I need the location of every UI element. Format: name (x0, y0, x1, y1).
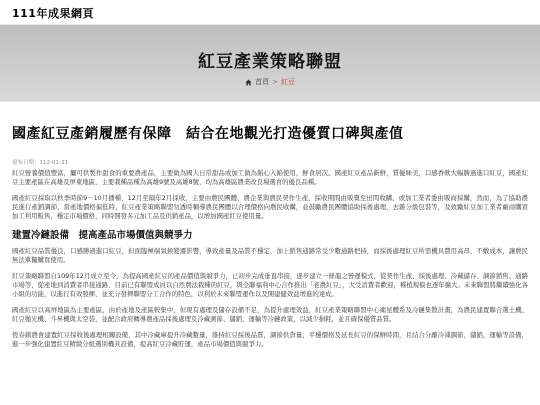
article-paragraph: 國產紅豆品質優良，口感勝過進口紅豆，但面臨極端氣候變遷影響，導致產量及品質不穩定，加上銷售通路常受少數通路把持，而採後處理紅豆所需機具費用高昂，不敷成本，讓農民無法單獨購買使用。 (12, 247, 528, 264)
article-paragraph: 紅豆營養價值豐富，屬可供製作甜食的重要農產品，主要做為國人日常甜品或加工做為餡心入餡使用，鮮食居次。國產紅豆產品新鮮，質優味美，口感香軟大幅勝過進口紅豆，國產紅豆主要產區在高雄及屏東地區，主要栽種品種為高雄9號及高雄8號，均為高雄區農業改良場選育的優良品種。 (12, 169, 528, 186)
home-icon (245, 79, 252, 86)
article-title: 國產紅豆產銷履歷有保障 結合在地觀光打造優質口碑與產值 (12, 126, 404, 142)
section-heading: 建置冷鏈設備 提高產品市場價值與競爭力 (12, 230, 193, 241)
breadcrumb-separator: > (272, 78, 278, 86)
breadcrumb (0, 77, 540, 87)
site-name-link[interactable]: 111年成果網頁 (12, 7, 94, 20)
article-paragraph: 紅豆策略聯盟自109年12月成立至今，為提高國產紅豆的產品價值與競爭力，已初步完成垂直串接，逐步建立一條龍之營運模式，從契作生產、採後處理、冷藏儲存、調節銷售、通路市場等，從產地到消費者串接通路，目前已有聯盟成員以自然農法栽種的紅豆，與全聯福利中心合作推出「老農紅豆」，大受消費者歡迎，種植規模也逐年擴大。未來聯盟將繼續強化各小組的功能，以進行有效發揮、並充分發揮聯盟分工合作的特色，以利於未來聯盟運作以及開建健效益增進的達成。 (12, 272, 528, 298)
page-banner (0, 24, 540, 102)
article (12, 124, 528, 349)
publish-date: 發布日期：112-01-31 (12, 160, 68, 166)
site-header (0, 0, 540, 24)
article-paragraph: 國產紅豆以高屏地區為主要產區，由於產地及產區較集中，但現有處理及儲存設備不足，為提升處理效益，紅豆產業策略聯盟中心衛星體系及冷鏈集散計畫，為農民建置聯合選土機、紅豆拋光機、斗昇機與太空袋，並配合政府轉導農產品採後處理及冷藏測節、儲銷、運輸等冷鏈政策，以減少損耗，並且確保優質品質。 (12, 306, 528, 323)
breadcrumb-current: 紅豆 (280, 78, 295, 86)
breadcrumb-home-link[interactable]: 首頁 (255, 78, 270, 86)
article-paragraph: 國產紅豆採取以秋季時節9－10月播種，12月至隔年2月採收，主要由農民團體、農企業與農民契作生產，採收期間由販賣至田間收購、或加工業者委由販商採購，然而，為了協助農民進行產銷調節，當產地價格偏低時，紅豆產業策略聯盟勿透時輔導農民團體以合理價格向農民收購，並鼓勵農民團體協助採後處理，去雜分級包裝等，及致勵紅豆加工業者廠商購買加工利用販售，穩定市場價格，同時開發多元加工品及供銷產品，以增加國產紅豆使用量。 (12, 194, 528, 220)
article-paragraph: 恆春鎮農會建置紅豆採收後處理相關設備，其中冷藏庫提升冷藏數量，維持紅豆採後品質，調節供貨量，平穩價格及延長紅豆的保鮮時間，且結合分離冷凍調節，儲銷，運輸等設備，進一步強化建置紅豆精緻分級選別機具設備，提高紅豆冷藏貯運，產品市場價值與競爭力。 (12, 331, 528, 348)
page-title: 紅豆產業策略聯盟 (198, 52, 342, 72)
